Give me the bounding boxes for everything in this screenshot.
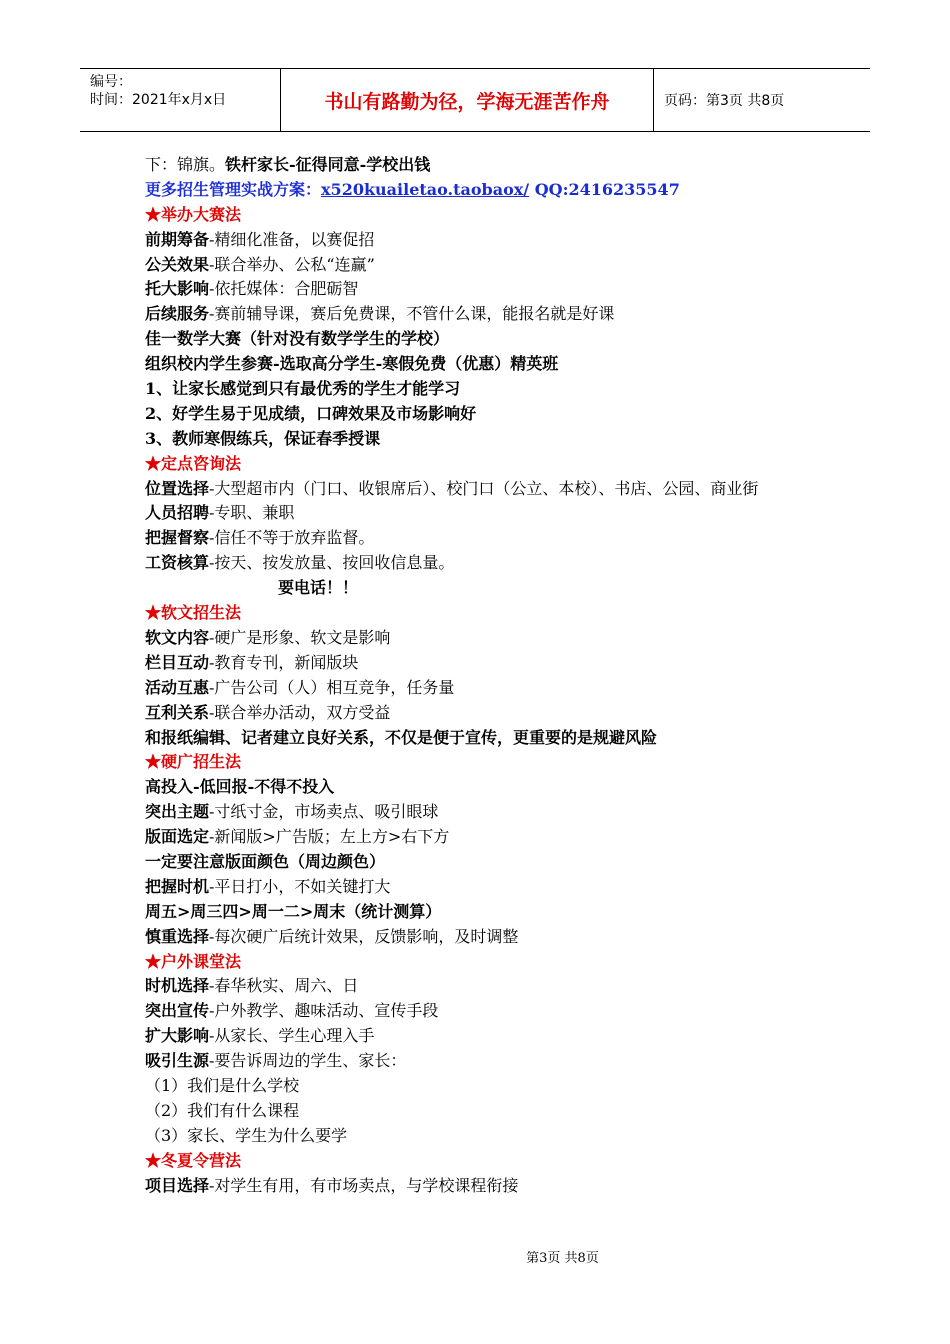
text-line — [145, 676, 825, 701]
text-span: 突出主题 — [145, 802, 210, 822]
text-span: -教育专刊，新闻版块 — [209, 652, 359, 672]
text-span: （2）我们有什么课程 — [145, 1100, 300, 1120]
text-span: -新闻版>广告版；左上方>右下方 — [209, 827, 450, 847]
text-line — [145, 551, 825, 576]
text-line — [145, 1074, 825, 1099]
text-line — [145, 1124, 825, 1149]
text-span: ★冬夏令营法 — [145, 1150, 242, 1170]
header-motto: 书山有路勤为径，学海无涯苦作舟 — [281, 69, 654, 131]
text-line — [145, 352, 825, 377]
text-span: 高投入-低回报-不得不投入 — [145, 777, 335, 797]
text-line — [145, 726, 825, 751]
text-line — [145, 775, 825, 800]
text-span: ★户外课堂法 — [145, 951, 242, 971]
text-span: 扩大影响 — [145, 1026, 210, 1046]
text-line — [145, 501, 825, 526]
text-span: 项目选择 — [145, 1175, 210, 1195]
text-span: 佳一数学大赛（针对没有数学学生的学校） — [145, 329, 450, 349]
section-heading — [145, 203, 825, 228]
text-span: 突出宣传 — [145, 1001, 210, 1021]
text-span: -专职、兼职 — [209, 503, 295, 523]
text-span: 铁杆家长-征得同意-学校出钱 — [225, 155, 431, 174]
text-span: -精细化准备，以赛促招 — [209, 229, 375, 249]
text-span: 时机选择 — [145, 976, 210, 996]
text-line — [145, 651, 825, 676]
text-line — [145, 302, 825, 327]
text-span: 活动互惠 — [145, 677, 210, 697]
text-span: 软文内容 — [145, 627, 210, 647]
header-meta — [80, 69, 281, 131]
text-span: -依托媒体：合肥砺智 — [209, 279, 359, 299]
section-heading — [145, 950, 825, 975]
text-span: -春华秋实、周六、日 — [209, 976, 359, 996]
text-line — [145, 477, 825, 502]
text-line — [145, 875, 825, 900]
page-footer: 第3页 共8页 — [526, 1251, 599, 1266]
text-span: （3）家长、学生为什么要学 — [145, 1125, 348, 1145]
text-span: 下：锦旗。 — [145, 155, 226, 174]
text-line — [145, 526, 825, 551]
text-span: -硬广是形象、软文是影响 — [209, 627, 391, 647]
text-line — [145, 974, 825, 999]
text-span: -联合举办活动，双方受益 — [209, 702, 391, 722]
text-span: -按天、按发放量、按回收信息量。 — [209, 553, 455, 573]
document-body — [145, 153, 825, 1198]
text-span: -每次硬广后统计效果，反馈影响，及时调整 — [209, 926, 519, 946]
text-line — [145, 576, 825, 601]
text-line — [145, 327, 825, 352]
text-span: 和报纸编辑、记者建立良好关系，不仅是便于宣传，更重要的是规避风险 — [145, 727, 658, 747]
text-span: ★定点咨询法 — [145, 453, 242, 473]
text-line — [145, 1049, 825, 1074]
page-header — [80, 68, 870, 132]
text-span: 位置选择 — [145, 478, 210, 498]
text-span: 工资核算 — [145, 553, 210, 573]
text-span: -赛前辅导课，赛后免费课，不管什么课，能报名就是好课 — [209, 304, 615, 324]
text-span: 把握督察 — [145, 528, 210, 548]
text-span: -广告公司（人）相互竞争，任务量 — [209, 677, 455, 697]
text-span: 1、让家长感觉到只有最优秀的学生才能学习 — [145, 379, 461, 399]
text-span: 把握时机 — [145, 876, 210, 896]
text-line — [145, 277, 825, 302]
text-span: -大型超市内（门口、收银席后）、校门口（公立、本校）、书店、公园、商业街 — [209, 478, 759, 498]
text-line — [145, 1099, 825, 1124]
text-line — [145, 900, 825, 925]
text-line — [145, 178, 825, 203]
text-span: ★软文招生法 — [145, 603, 242, 623]
section-heading — [145, 750, 825, 775]
text-span: 吸引生源 — [145, 1051, 210, 1071]
link-text[interactable]: x520kuailetao.taobaox/ — [321, 179, 530, 199]
text-span: 2、好学生易于见成绩，口碑效果及市场影响好 — [145, 403, 477, 423]
section-heading — [145, 601, 825, 626]
text-line — [145, 800, 825, 825]
text-span: -要告诉周边的学生、家长： — [209, 1051, 407, 1071]
text-line — [145, 228, 825, 253]
text-span: 组织校内学生参赛-选取高分学生-寒假免费（优惠）精英班 — [145, 354, 559, 374]
text-span: ★举办大赛法 — [145, 204, 242, 224]
text-line — [145, 825, 825, 850]
text-span: -联合举办、公私“连赢” — [209, 254, 375, 274]
link-text[interactable]: QQ:2416235547 — [529, 179, 680, 199]
text-span: 一定要注意版面颜色（周边颜色） — [145, 851, 386, 871]
text-span: -平日打小，不如关键打大 — [209, 876, 391, 896]
header-page-number: 页码：第3页 共8页 — [664, 93, 785, 109]
text-line — [145, 377, 825, 402]
text-line — [145, 626, 825, 651]
text-line — [145, 253, 825, 278]
text-span: -对学生有用，有市场卖点，与学校课程衔接 — [209, 1175, 519, 1195]
text-line — [145, 850, 825, 875]
text-line — [145, 153, 825, 178]
text-line — [145, 1024, 825, 1049]
text-span: 前期筹备 — [145, 229, 210, 249]
serial-number-label: 编号： — [90, 74, 132, 90]
text-span: -户外教学、趣味活动、宣传手段 — [209, 1001, 439, 1021]
text-line — [145, 402, 825, 427]
text-line — [145, 1174, 825, 1199]
text-span: （1）我们是什么学校 — [145, 1075, 300, 1095]
text-span: 3、教师寒假练兵，保证春季授课 — [145, 428, 381, 448]
text-span: 公关效果 — [145, 254, 210, 274]
text-span: 托大影响 — [145, 279, 210, 299]
text-line — [145, 701, 825, 726]
text-span: 周五>周三四>周一二>周末（统计测算） — [145, 901, 442, 921]
text-span: ★硬广招生法 — [145, 752, 242, 772]
text-span: -寸纸寸金，市场卖点、吸引眼球 — [209, 802, 439, 822]
text-span: 慎重选择 — [145, 926, 210, 946]
text-span: 版面选定 — [145, 827, 210, 847]
text-span: 栏目互动 — [145, 652, 210, 672]
date-label: 时间：2021年x月x日 — [90, 92, 227, 108]
text-span: 要电话！！ — [278, 578, 359, 598]
section-heading — [145, 452, 825, 477]
text-span: 人员招聘 — [145, 503, 210, 523]
text-line — [145, 427, 825, 452]
text-span: 后续服务 — [145, 304, 210, 324]
text-line — [145, 999, 825, 1024]
text-span: -信任不等于放弃监督。 — [209, 528, 375, 548]
text-line — [145, 925, 825, 950]
section-heading — [145, 1149, 825, 1174]
link-text[interactable]: 更多招生管理实战方案： — [145, 179, 322, 199]
text-span: 互利关系 — [145, 702, 210, 722]
text-span: -从家长、学生心理入手 — [209, 1026, 375, 1046]
